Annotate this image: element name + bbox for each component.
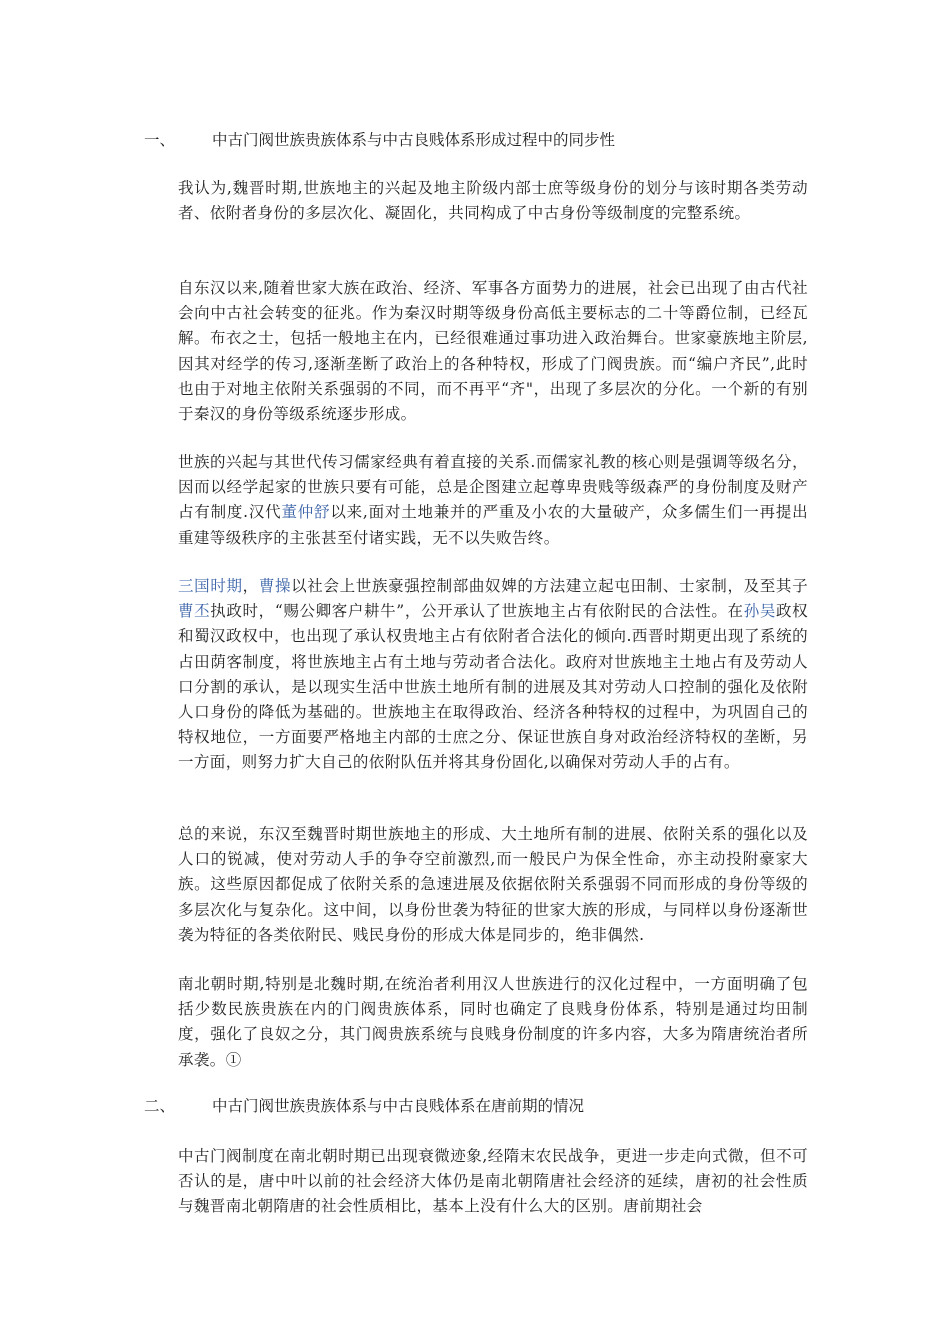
paragraph-4-text-c: 执政时，“赐公卿客户耕牛”，公开承认了世族地主占有依附民的合法性。在 (210, 602, 744, 621)
paragraph-3-text-a: 世族的兴起与其世代传习儒家经典有着直接的关系.而儒家礼教的核心则是强调等级名分，因而以经学起家的世族只要有可能，总是企图建立起尊卑贵贱等级森严的身份制度及财产占有制度.汉代 (178, 453, 808, 522)
paragraph-1: 我认为,魏晋时期,世族地主的兴起及地主阶级内部士庶等级身份的划分与该时期各类劳动者、依附者身份的多层次化、凝固化，共同构成了中古身份等级制度的完整系统。 (178, 179, 808, 223)
paragraph-3-text-b: 以来,面对土地兼并的严重及小农的大量破产，众多儒生们一再提出重建等级秩序的主张甚至付诸实践，无不以失败告终。 (178, 503, 809, 547)
section-title-2: 中古门阀世族贵族体系与中古良贱体系在唐前期的情况 (212, 1097, 585, 1115)
paragraph-3 (178, 450, 808, 551)
paragraph-6: 南北朝时期,特别是北魏时期,在统治者利用汉人世族进行的汉化过程中，一方面明确了包括少数民族贵族在内的门阀贵族体系，同时也确定了良贱身份体系，特别是通过均田制度，强化了良奴之分，其门阀贵族系统与良贱身份制度的许多内容，大多为隋唐统治者所承袭。① (178, 975, 808, 1069)
paragraph-5: 总的来说，东汉至魏晋时期世族地主的形成、大土地所有制的进展、依附关系的强化以及人口的锐减，使对劳动人手的争夺空前激烈,而一般民户为保全性命，亦主动投附豪家大族。这些原因都促成了依附关系的急速进展及依据依附关系强弱不同而形成的身份等级的多层次化与复杂化。这中间，以身份世袭为特征的世家大族的形成，与同样以身份逐渐世袭为特征的各类依附民、贱民身份的形成大体是同步的，绝非偶然. (178, 825, 808, 944)
section-heading-1 (144, 128, 615, 152)
paragraph-2: 自东汉以来,随着世家大族在政治、经济、军事各方面势力的进展，社会已出现了由古代社会向中古社会转变的征兆。作为秦汉时期等级身份高低主要标志的二十等爵位制，已经瓦解。布衣之士，包括一般地主在内，已经很难通过事功进入政治舞台。世家豪族地主阶层,因其对经学的传习,逐渐垄断了政治上的各种特权，形成了门阀贵族。而“编户齐民”,此时也由于对地主依附关系强弱的不同，而不再平“齐"，出现了多层次的分化。一个新的有别于秦汉的身份等级系统逐步形成。 (178, 279, 808, 424)
paragraph-4-text-d: 政权和蜀汉政权中，也出现了承认权贵地主占有依附者合法化的倾向.西晋时期更出现了系统的占田荫客制度，将世族地主占有土地与劳动者合法化。政府对世族地主土地占有及劳动人口分割的承认，是以现实生活中世族土地所有制的进展及其对劳动人口控制的强化及依附人口身份的降低为基础的。世族地主在取得政治、经济各种特权的过程中，为巩固自己的特权地位，一方面要严格地主内部的士庶之分、保证世族自身对政治经济特权的垄断，另一方面，则努力扩大自己的依附队伍并将其身份固化,以确保对劳动人手的占有。 (178, 602, 809, 772)
link-three-kingdoms[interactable]: 三国时期 (178, 577, 243, 595)
paragraph-4-text-a: ， (242, 577, 259, 595)
section-number-2: 二、 (144, 1097, 176, 1115)
section-number-1: 一、 (144, 131, 176, 149)
paragraph-4 (178, 574, 808, 776)
paragraph-7: 中古门阀制度在南北朝时期已出现衰微迹象,经隋末农民战争，更进一步走向式微，但不可否认的是，唐中叶以前的社会经济大体仍是南北朝隋唐社会经济的延续，唐初的社会性质与魏晋南北朝隋唐的社会性质相比，基本上没有什么大的区别。唐前期社会 (178, 1147, 808, 1216)
link-cao-cao[interactable]: 曹操 (258, 577, 292, 595)
section-heading-2 (144, 1094, 584, 1118)
link-cao-pi[interactable]: 曹丕 (178, 602, 211, 621)
link-dong-zhongshu[interactable]: 董仲舒 (281, 503, 331, 522)
paragraph-4-text-b: 以社会上世族豪强控制部曲奴婢的方法建立起屯田制、士家制，及至其子 (291, 577, 808, 595)
link-sun-wu[interactable]: 孙吴 (743, 602, 776, 621)
section-title-1: 中古门阀世族贵族体系与中古良贱体系形成过程中的同步性 (212, 131, 616, 149)
